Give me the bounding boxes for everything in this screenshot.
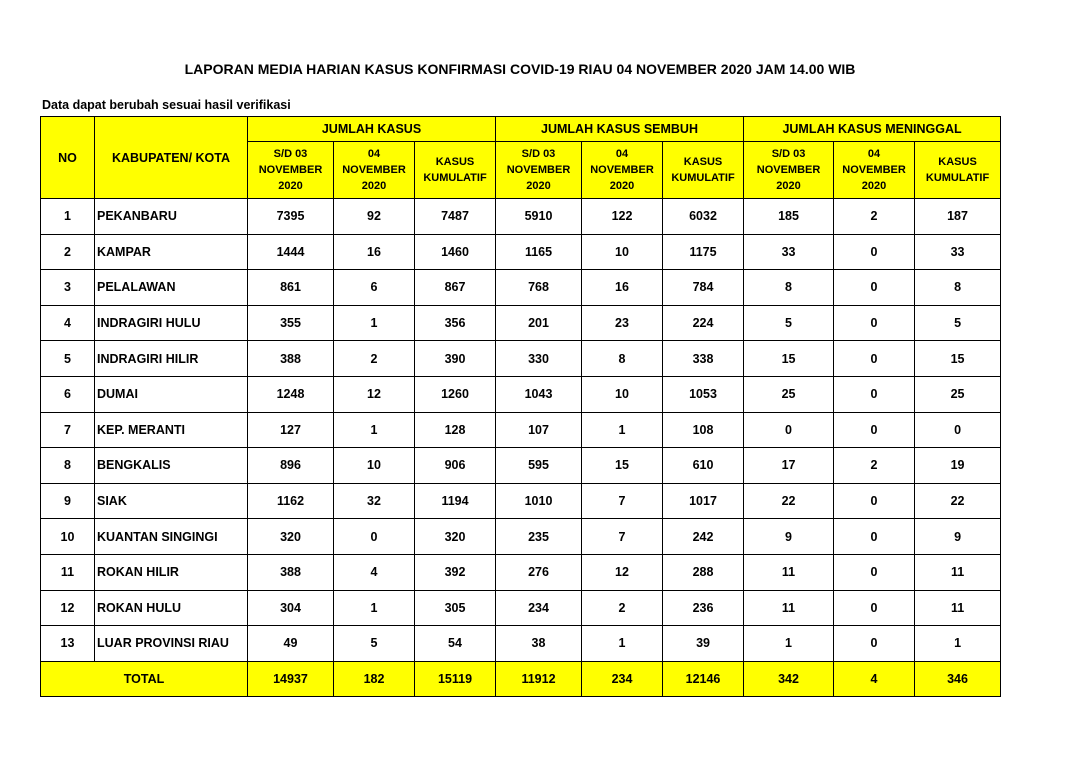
header-sub-line: NOVEMBER xyxy=(342,164,406,176)
row-value: 11 xyxy=(915,554,1001,590)
row-value: 234 xyxy=(496,590,582,626)
row-value: 0 xyxy=(834,626,915,662)
header-row-groups xyxy=(41,117,1001,142)
total-value: 342 xyxy=(744,661,834,696)
row-value: 39 xyxy=(663,626,744,662)
total-value: 12146 xyxy=(663,661,744,696)
row-value: 0 xyxy=(834,483,915,519)
total-value: 234 xyxy=(582,661,663,696)
row-value: 305 xyxy=(415,590,496,626)
row-value: 5 xyxy=(334,626,415,662)
row-value: 8 xyxy=(744,270,834,306)
row-value: 7 xyxy=(582,519,663,555)
header-sub-line: KASUS xyxy=(435,156,475,168)
row-value: 11 xyxy=(744,554,834,590)
row-value: 22 xyxy=(915,483,1001,519)
row-value: 201 xyxy=(496,305,582,341)
row-value: 288 xyxy=(663,554,744,590)
row-region-name: SIAK xyxy=(95,483,248,519)
header-sub-line: NOVEMBER xyxy=(756,164,821,176)
total-value: 182 xyxy=(334,661,415,696)
header-sub-nov04 xyxy=(834,142,915,199)
row-value: 122 xyxy=(582,199,663,235)
row-value: 320 xyxy=(248,519,334,555)
covid-cases-table xyxy=(40,116,1001,697)
header-sub-nov04 xyxy=(582,142,663,199)
row-value: 5910 xyxy=(496,199,582,235)
total-value: 346 xyxy=(915,661,1001,696)
row-value: 1 xyxy=(334,590,415,626)
table-row xyxy=(41,305,1001,341)
row-value: 1248 xyxy=(248,376,334,412)
header-sub-sd03 xyxy=(496,142,582,199)
row-region-name: BENGKALIS xyxy=(95,448,248,484)
row-value: 9 xyxy=(744,519,834,555)
row-value: 388 xyxy=(248,554,334,590)
row-value: 8 xyxy=(582,341,663,377)
row-no: 1 xyxy=(41,199,95,235)
header-sub-nov04 xyxy=(334,142,415,199)
header-sub-line: KASUS xyxy=(938,156,977,168)
row-value: 390 xyxy=(415,341,496,377)
table-row xyxy=(41,234,1001,270)
row-value: 1 xyxy=(744,626,834,662)
row-value: 224 xyxy=(663,305,744,341)
row-no: 11 xyxy=(41,554,95,590)
row-value: 338 xyxy=(663,341,744,377)
row-region-name: KUANTAN SINGINGI xyxy=(95,519,248,555)
row-region-name: ROKAN HILIR xyxy=(95,554,248,590)
header-sub-line: S/D 03 xyxy=(771,148,806,160)
row-value: 49 xyxy=(248,626,334,662)
row-value: 185 xyxy=(744,199,834,235)
row-value: 276 xyxy=(496,554,582,590)
header-sub-line: NOVEMBER xyxy=(506,164,571,176)
row-value: 1017 xyxy=(663,483,744,519)
row-value: 355 xyxy=(248,305,334,341)
row-no: 13 xyxy=(41,626,95,662)
row-value: 10 xyxy=(582,234,663,270)
row-value: 1165 xyxy=(496,234,582,270)
row-value: 0 xyxy=(834,590,915,626)
header-sub-cumulative xyxy=(663,142,744,199)
verification-note: Data dapat berubah sesuai hasil verifikasi xyxy=(42,98,291,112)
row-region-name: KEP. MERANTI xyxy=(95,412,248,448)
row-value: 0 xyxy=(834,305,915,341)
row-value: 388 xyxy=(248,341,334,377)
report-title: LAPORAN MEDIA HARIAN KASUS KONFIRMASI COVID-19 RIAU 04 NOVEMBER 2020 JAM 14.00 WIB xyxy=(184,61,856,77)
row-value: 25 xyxy=(744,376,834,412)
row-value: 610 xyxy=(663,448,744,484)
row-no: 7 xyxy=(41,412,95,448)
row-value: 1 xyxy=(582,412,663,448)
row-value: 0 xyxy=(915,412,1001,448)
row-value: 0 xyxy=(834,376,915,412)
row-value: 32 xyxy=(334,483,415,519)
header-sub-line: KUMULATIF xyxy=(925,172,990,184)
row-value: 127 xyxy=(248,412,334,448)
header-no: NO xyxy=(41,117,95,199)
row-value: 0 xyxy=(834,270,915,306)
row-value: 4 xyxy=(334,554,415,590)
row-value: 867 xyxy=(415,270,496,306)
row-value: 0 xyxy=(834,554,915,590)
row-value: 187 xyxy=(915,199,1001,235)
row-value: 304 xyxy=(248,590,334,626)
table-row xyxy=(41,199,1001,235)
row-value: 107 xyxy=(496,412,582,448)
header-sub-line: NOVEMBER xyxy=(842,164,906,176)
row-value: 2 xyxy=(834,448,915,484)
row-value: 10 xyxy=(334,448,415,484)
row-value: 1460 xyxy=(415,234,496,270)
row-value: 25 xyxy=(915,376,1001,412)
header-sub-cumulative xyxy=(415,142,496,199)
row-value: 1010 xyxy=(496,483,582,519)
total-value: 15119 xyxy=(415,661,496,696)
row-no: 6 xyxy=(41,376,95,412)
row-value: 0 xyxy=(834,412,915,448)
row-no: 9 xyxy=(41,483,95,519)
total-value: 11912 xyxy=(496,661,582,696)
total-value: 4 xyxy=(834,661,915,696)
row-value: 92 xyxy=(334,199,415,235)
row-value: 12 xyxy=(334,376,415,412)
row-value: 242 xyxy=(663,519,744,555)
table-row xyxy=(41,376,1001,412)
row-region-name: DUMAI xyxy=(95,376,248,412)
row-value: 330 xyxy=(496,341,582,377)
header-group-cases: JUMLAH KASUS xyxy=(248,117,496,142)
header-sub-line: NOVEMBER xyxy=(258,164,323,176)
header-sub-line: KASUS xyxy=(683,156,723,168)
row-value: 1444 xyxy=(248,234,334,270)
table-row xyxy=(41,448,1001,484)
table-row xyxy=(41,341,1001,377)
header-sub-line: 04 xyxy=(615,148,629,160)
row-value: 2 xyxy=(334,341,415,377)
row-value: 595 xyxy=(496,448,582,484)
header-sub-line: 2020 xyxy=(526,180,551,192)
row-value: 108 xyxy=(663,412,744,448)
row-region-name: PEKANBARU xyxy=(95,199,248,235)
row-value: 2 xyxy=(582,590,663,626)
row-value: 0 xyxy=(834,341,915,377)
row-value: 16 xyxy=(334,234,415,270)
table-row xyxy=(41,554,1001,590)
row-value: 392 xyxy=(415,554,496,590)
row-value: 768 xyxy=(496,270,582,306)
header-sub-cumulative xyxy=(915,142,1001,199)
row-value: 15 xyxy=(744,341,834,377)
row-value: 236 xyxy=(663,590,744,626)
row-value: 9 xyxy=(915,519,1001,555)
row-value: 1 xyxy=(915,626,1001,662)
row-value: 7 xyxy=(582,483,663,519)
row-region-name: INDRAGIRI HILIR xyxy=(95,341,248,377)
row-value: 1043 xyxy=(496,376,582,412)
table-row xyxy=(41,483,1001,519)
row-value: 1 xyxy=(334,412,415,448)
header-sub-line: 2020 xyxy=(278,180,303,192)
row-value: 19 xyxy=(915,448,1001,484)
row-value: 1162 xyxy=(248,483,334,519)
row-value: 5 xyxy=(744,305,834,341)
row-value: 15 xyxy=(915,341,1001,377)
header-sub-line: 2020 xyxy=(776,180,801,192)
row-region-name: KAMPAR xyxy=(95,234,248,270)
row-value: 0 xyxy=(744,412,834,448)
row-value: 8 xyxy=(915,270,1001,306)
row-value: 1 xyxy=(582,626,663,662)
row-value: 12 xyxy=(582,554,663,590)
row-value: 235 xyxy=(496,519,582,555)
header-sub-line: 2020 xyxy=(861,180,887,192)
row-value: 33 xyxy=(744,234,834,270)
table-row xyxy=(41,626,1001,662)
table-row xyxy=(41,412,1001,448)
row-region-name: LUAR PROVINSI RIAU xyxy=(95,626,248,662)
row-value: 17 xyxy=(744,448,834,484)
row-value: 15 xyxy=(582,448,663,484)
row-value: 1194 xyxy=(415,483,496,519)
row-value: 11 xyxy=(915,590,1001,626)
total-row xyxy=(41,661,1001,696)
row-value: 784 xyxy=(663,270,744,306)
row-no: 2 xyxy=(41,234,95,270)
row-value: 0 xyxy=(334,519,415,555)
row-value: 1260 xyxy=(415,376,496,412)
row-no: 12 xyxy=(41,590,95,626)
row-value: 0 xyxy=(834,234,915,270)
header-sub-line: S/D 03 xyxy=(521,148,556,160)
header-sub-line: 2020 xyxy=(361,180,387,192)
row-value: 33 xyxy=(915,234,1001,270)
total-label: TOTAL xyxy=(41,661,248,696)
header-group-deaths: JUMLAH KASUS MENINGGAL xyxy=(744,117,1001,142)
row-value: 7487 xyxy=(415,199,496,235)
header-sub-line: 04 xyxy=(867,148,881,160)
row-value: 38 xyxy=(496,626,582,662)
row-value: 6032 xyxy=(663,199,744,235)
row-region-name: PELALAWAN xyxy=(95,270,248,306)
row-no: 10 xyxy=(41,519,95,555)
row-value: 861 xyxy=(248,270,334,306)
row-value: 7395 xyxy=(248,199,334,235)
table-row xyxy=(41,270,1001,306)
row-no: 8 xyxy=(41,448,95,484)
row-value: 16 xyxy=(582,270,663,306)
row-value: 23 xyxy=(582,305,663,341)
row-value: 5 xyxy=(915,305,1001,341)
header-sub-line: KUMULATIF xyxy=(423,172,487,184)
header-sub-line: NOVEMBER xyxy=(590,164,654,176)
header-sub-line: 2020 xyxy=(609,180,635,192)
row-value: 1175 xyxy=(663,234,744,270)
row-no: 3 xyxy=(41,270,95,306)
header-group-recovered: JUMLAH KASUS SEMBUH xyxy=(496,117,744,142)
total-value: 14937 xyxy=(248,661,334,696)
row-region-name: ROKAN HULU xyxy=(95,590,248,626)
row-no: 4 xyxy=(41,305,95,341)
row-value: 2 xyxy=(834,199,915,235)
table-row xyxy=(41,590,1001,626)
header-sub-line: S/D 03 xyxy=(273,148,308,160)
row-value: 896 xyxy=(248,448,334,484)
header-sub-line: 04 xyxy=(367,148,381,160)
row-value: 22 xyxy=(744,483,834,519)
header-sub-sd03 xyxy=(744,142,834,199)
row-value: 1053 xyxy=(663,376,744,412)
row-value: 11 xyxy=(744,590,834,626)
header-region: KABUPATEN/ KOTA xyxy=(95,117,248,199)
header-sub-sd03 xyxy=(248,142,334,199)
header-sub-line: KUMULATIF xyxy=(671,172,735,184)
row-value: 54 xyxy=(415,626,496,662)
row-value: 10 xyxy=(582,376,663,412)
table-row xyxy=(41,519,1001,555)
row-value: 906 xyxy=(415,448,496,484)
row-value: 6 xyxy=(334,270,415,306)
row-value: 356 xyxy=(415,305,496,341)
row-value: 0 xyxy=(834,519,915,555)
row-value: 1 xyxy=(334,305,415,341)
row-value: 128 xyxy=(415,412,496,448)
row-no: 5 xyxy=(41,341,95,377)
row-region-name: INDRAGIRI HULU xyxy=(95,305,248,341)
row-value: 320 xyxy=(415,519,496,555)
